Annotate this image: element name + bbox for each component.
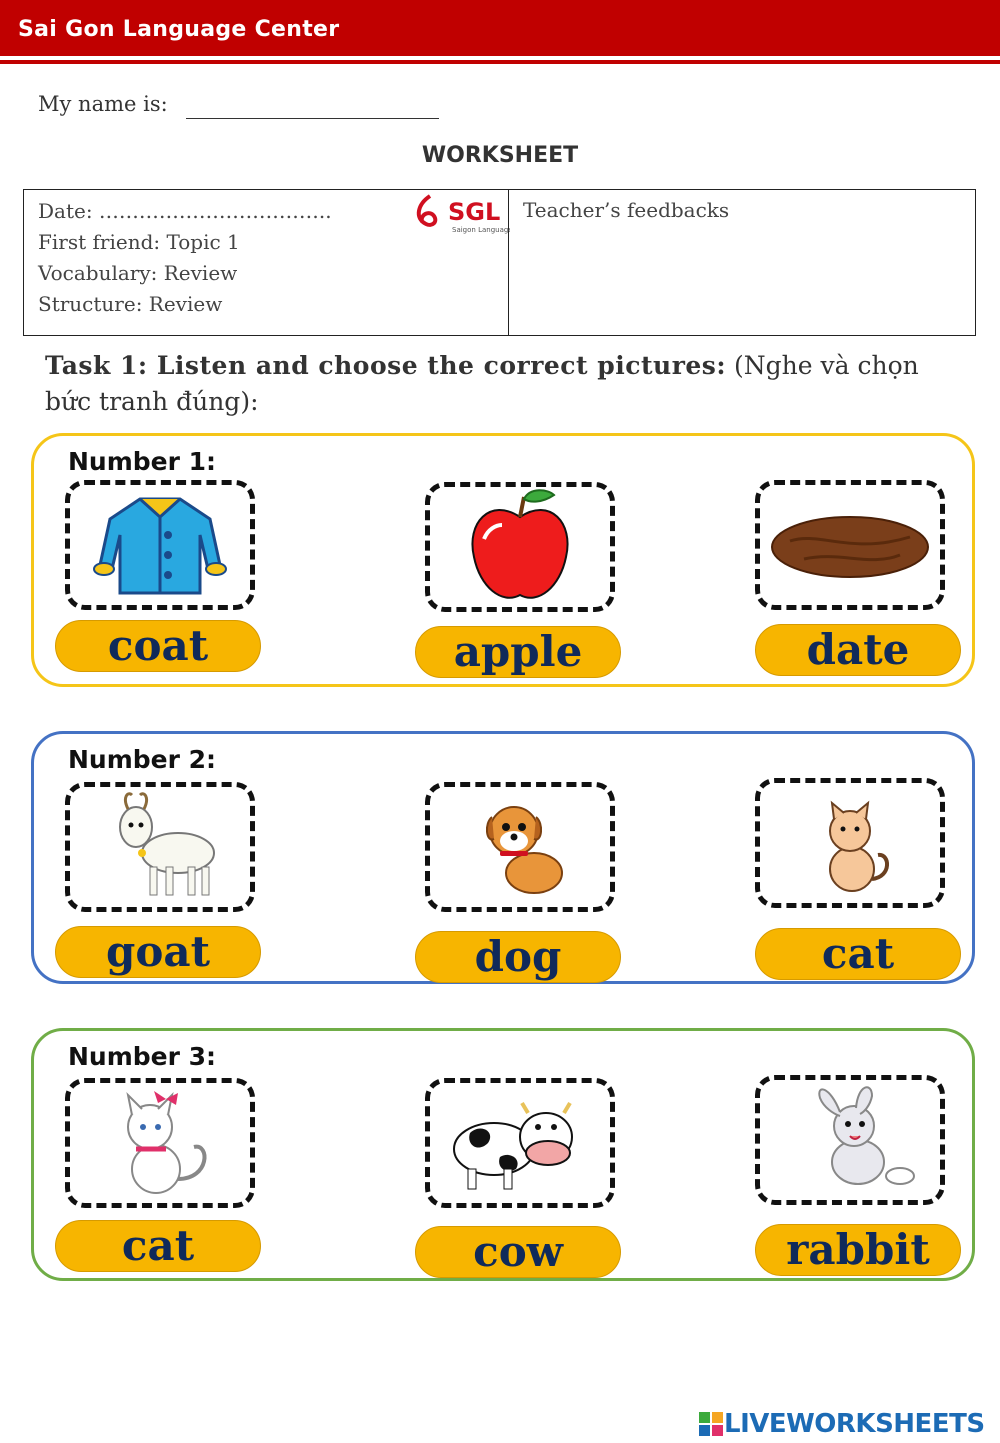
word-button-cat[interactable] [755,928,961,980]
dog-icon [430,787,610,907]
word-cat-2: cat [121,1221,195,1270]
task-translation: (Nghe và chọn bức tranh đúng): [45,351,919,416]
header-title: Sai Gon Language Center [18,17,340,42]
cow-icon [430,1083,610,1203]
group-3-label: Number 3: [68,1042,217,1071]
structure-line: Structure: Review [38,292,223,316]
word-date: date [806,625,910,674]
date-line: Date: …………………………….. [38,199,332,223]
cat-icon [760,783,940,903]
name-blank-line[interactable] [186,118,439,119]
worksheet-title: WORKSHEET [421,143,579,168]
name-label: My name is: [38,92,168,116]
word-apple: apple [453,627,583,676]
picture-cow[interactable] [425,1078,615,1208]
word-cow: cow [473,1227,563,1276]
teacher-feedback-label: Teacher’s feedbacks [523,198,730,222]
liveworksheets-logo-text: LIVEWORKSHEETS [724,1409,985,1439]
word-coat: coat [107,621,209,670]
rabbit-icon [760,1080,940,1200]
apple-icon [430,487,610,607]
word-button-date[interactable] [755,624,961,676]
vocabulary-line: Vocabulary: Review [38,261,238,285]
group-2-label: Number 2: [68,745,217,774]
word-dog: dog [474,932,562,981]
picture-rabbit[interactable] [755,1075,945,1205]
picture-dog[interactable] [425,782,615,912]
word-cat: cat [821,929,895,978]
header-rule [0,60,1000,64]
liveworksheets-blocks-icon [698,1411,724,1437]
picture-cat[interactable] [755,778,945,908]
sgl-logo-subtext: Saigon Language [452,226,510,234]
topic-line: First friend: Topic 1 [38,230,240,254]
word-rabbit: rabbit [786,1225,930,1274]
goat-icon [70,787,250,907]
picture-goat[interactable] [65,782,255,912]
picture-apple[interactable] [425,482,615,612]
sgl-logo-text: SGL [448,198,501,226]
word-button-dog[interactable] [415,931,621,983]
word-button-cat-2[interactable] [55,1220,261,1272]
word-goat: goat [106,927,210,976]
liveworksheets-logo [698,1409,985,1439]
white-cat-icon [70,1083,250,1203]
group-1-label: Number 1: [68,447,217,476]
sgl-logo [412,192,510,236]
picture-date[interactable] [755,480,945,610]
word-button-apple[interactable] [415,626,621,678]
word-button-cow[interactable] [415,1226,621,1278]
task-instruction [45,348,945,420]
word-button-coat[interactable] [55,620,261,672]
picture-white-cat[interactable] [65,1078,255,1208]
task-title: Task 1: Listen and choose the correct pictures: [45,351,727,380]
coat-icon [70,485,250,605]
word-button-goat[interactable] [55,926,261,978]
picture-coat[interactable] [65,480,255,610]
date-fruit-icon [760,485,940,605]
word-button-rabbit[interactable] [755,1224,961,1276]
